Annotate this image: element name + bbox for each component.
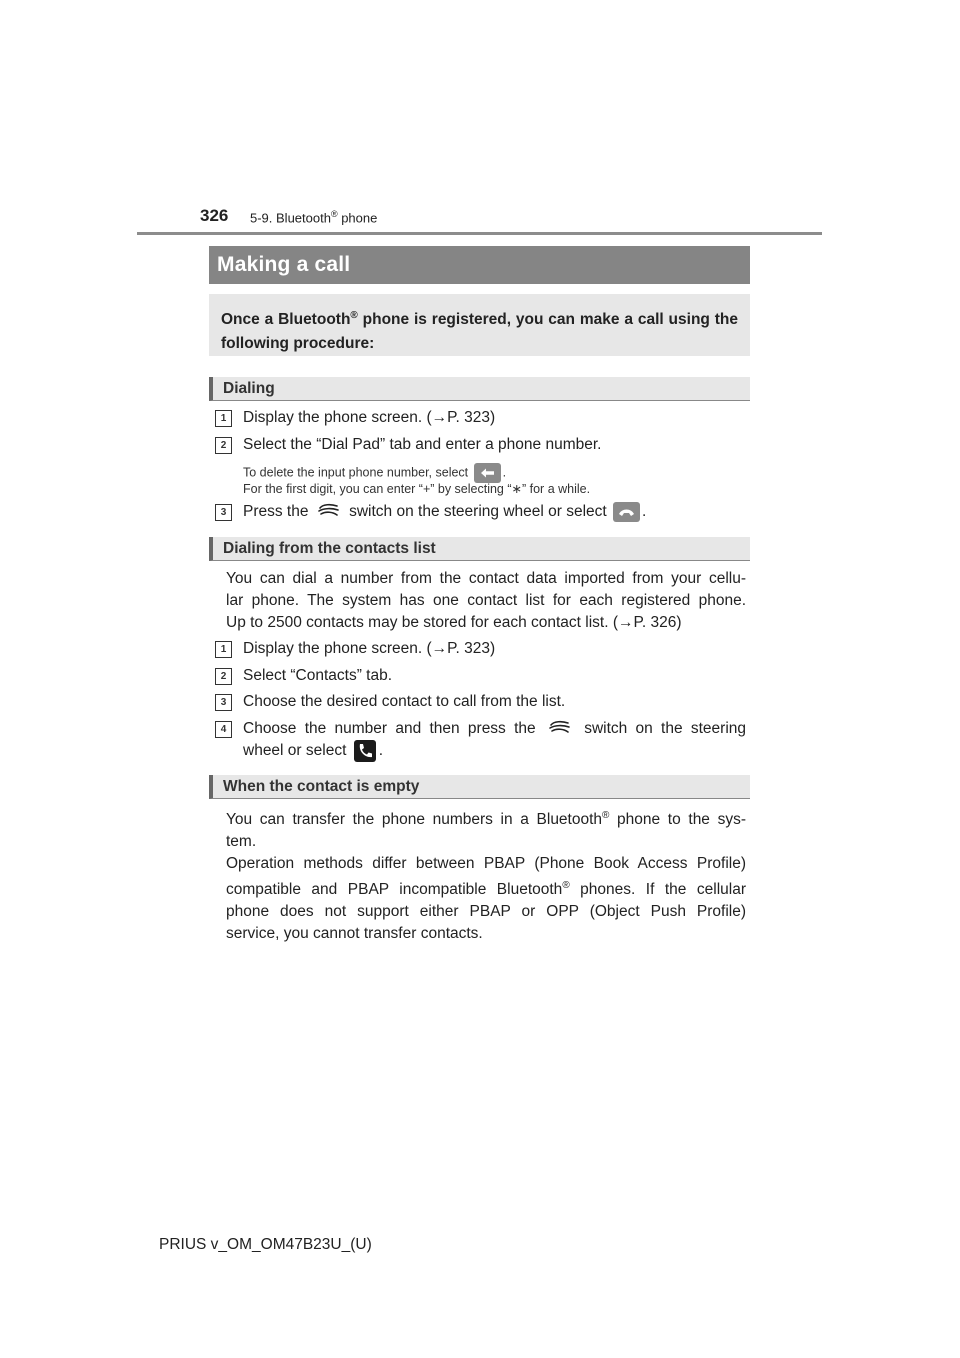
empty-paragraph: You can transfer the phone numbers in a Bluetooth® phone to the sys- tem. Operation methods differ between PBAP (Phone Book Access Profile) compatible and PBAP incompatible Bluetooth® phones. If the cellular phone does not support either PBAP or OPP (Object Push Profile) service, you cannot transfer contacts. xyxy=(226,810,746,943)
subheading-empty: When the contact is empty xyxy=(209,775,750,799)
step-text: Select the “Dial Pad” tab and enter a phone number. xyxy=(243,436,602,453)
step-number: 4 xyxy=(215,721,232,738)
intro-box: Once a Bluetooth® phone is registered, you can make a call using the following procedure: xyxy=(209,294,750,356)
page-number: 326 xyxy=(200,206,229,225)
step-number: 2 xyxy=(215,437,232,454)
step-number: 3 xyxy=(215,504,232,521)
step-number: 1 xyxy=(215,641,232,658)
step-text: Press the switch on the steering wheel or select . xyxy=(243,503,647,520)
subheading-dialing: Dialing xyxy=(209,377,750,401)
phone-handset-icon xyxy=(354,740,376,762)
step-text: Choose the desired contact to call from the list. xyxy=(243,693,566,710)
backspace-icon xyxy=(474,463,501,483)
step-text: Display the phone screen. (→P. 323) xyxy=(243,409,496,426)
contacts-paragraph: You can dial a number from the contact data imported from your cellu- lar phone. The system has one contact list for each registered phone. Up to 2500 contacts may be stored for each contact list. (→P. 326) xyxy=(226,570,746,631)
subheading-contacts: Dialing from the contacts list xyxy=(209,537,750,561)
step-number: 3 xyxy=(215,694,232,711)
step-text-continued: wheel or select . xyxy=(243,740,383,762)
footer-code: PRIUS v_OM_OM47B23U_(U) xyxy=(159,1236,372,1253)
call-button-icon xyxy=(613,502,640,522)
header-rule xyxy=(137,232,822,235)
step-number: 1 xyxy=(215,410,232,427)
note-first-digit: For the first digit, you can enter “+” by selecting “∗” for a while. xyxy=(243,482,591,496)
step-text: Display the phone screen. (→P. 323) xyxy=(243,640,496,657)
section-label: 5-9. Bluetooth® phone xyxy=(250,209,378,226)
step-text: Choose the number and then press the switch on the steering xyxy=(243,720,747,737)
note-delete: To delete the input phone number, select . xyxy=(243,463,506,483)
step-number: 2 xyxy=(215,668,232,685)
steering-phone-switch-icon xyxy=(317,502,341,522)
steering-phone-switch-icon xyxy=(548,719,572,739)
page-title: Making a call xyxy=(209,246,750,284)
step-text: Select “Contacts” tab. xyxy=(243,667,393,684)
